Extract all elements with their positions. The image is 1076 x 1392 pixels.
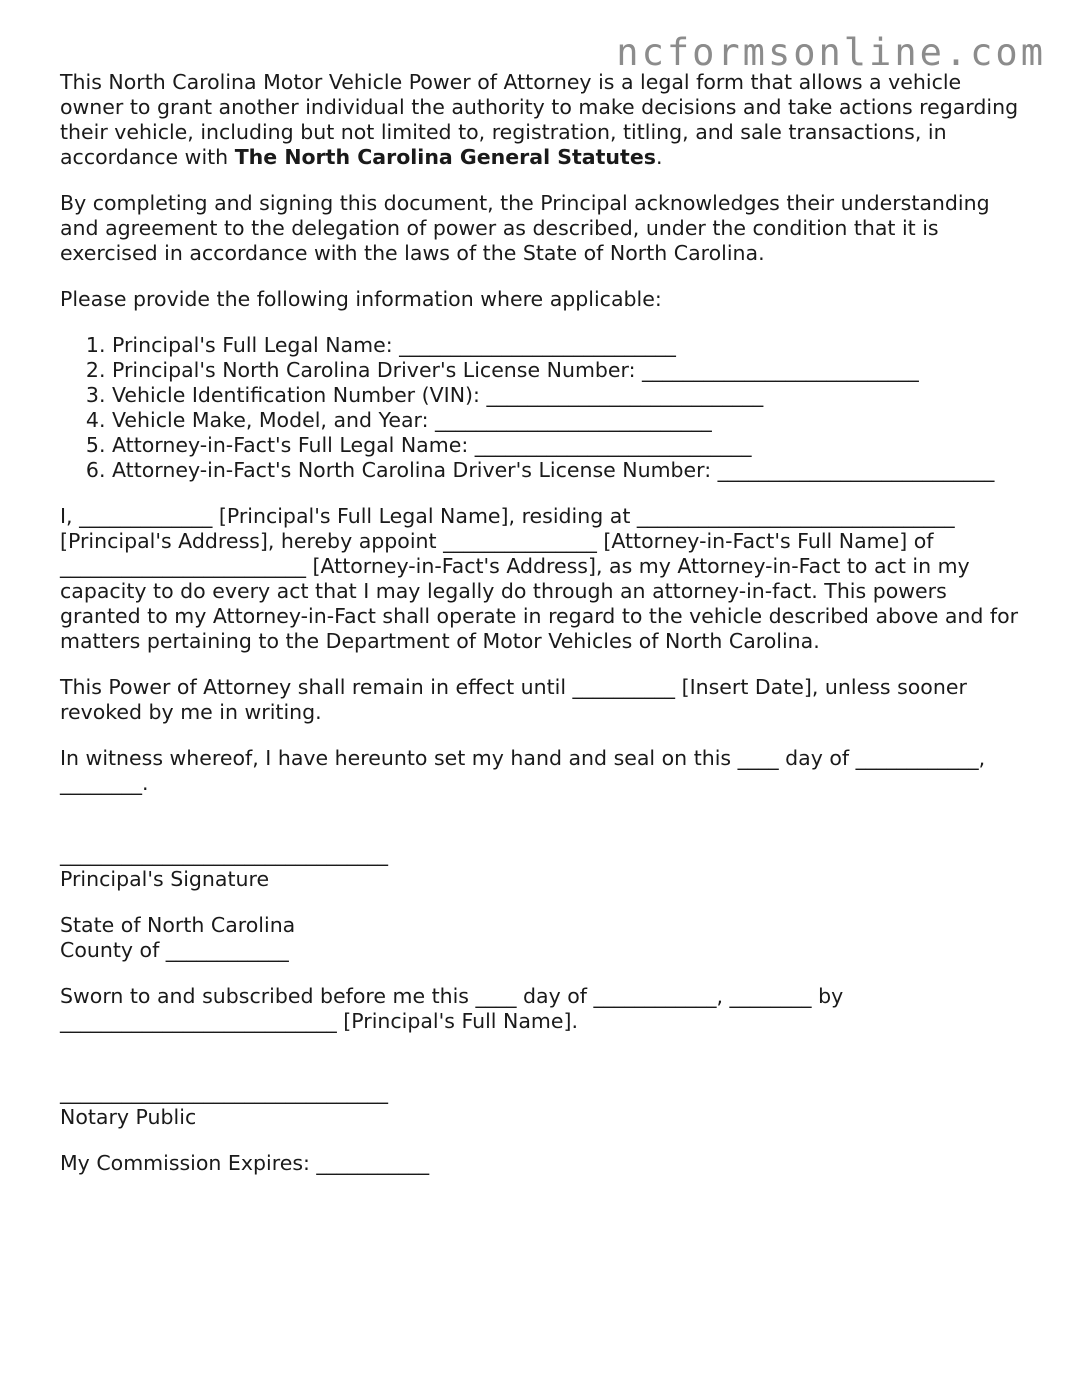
- principal-signature-label: Principal's Signature: [60, 867, 270, 891]
- notary-label: Notary Public: [60, 1105, 197, 1129]
- state-line: State of North Carolina: [60, 913, 296, 937]
- instructions-paragraph: Please provide the following information where applicable:: [60, 287, 662, 311]
- intro-end: .: [655, 145, 663, 169]
- field-vin: 3. Vehicle Identification Number (VIN): ___________________________: [112, 383, 1020, 408]
- appointment-paragraph: I, _____________ [Principal's Full Legal Name], residing at _______________________________ [Principal's Address], hereby appoint _______________ [Attorney-in-Fact's Full Name] of ________________________ [Attorney-in-Fact's Address], as my Attorney-in-Fact to act in my capacity to do every act that I may legally do through an attorney-in-fact. This powers granted to my Attorney-in-Fact shall operate in regard to the vehicle described above and for matters pertaining to the Department of Motor Vehicles of North Carolina.: [60, 504, 1019, 653]
- information-fields-list: [60, 333, 1020, 483]
- principal-signature-line: ________________________________: [60, 842, 388, 866]
- sworn-paragraph: Sworn to and subscribed before me this ____ day of ____________, ________ by ___________________________ [Principal's Full Name].: [60, 984, 844, 1033]
- acknowledgement-paragraph: By completing and signing this document, the Principal acknowledges their understanding and agreement to the delegation of power as described, under the condition that it is exercised in accordance with the laws of the State of North Carolina.: [60, 191, 990, 265]
- duration-paragraph: This Power of Attorney shall remain in effect until __________ [Insert Date], unless sooner revoked by me in writing.: [60, 675, 967, 724]
- statutes-reference: The North Carolina General Statutes: [234, 145, 656, 169]
- venue-block: [60, 913, 1020, 963]
- notary-block: [60, 1080, 1020, 1130]
- principal-signature-block: [60, 842, 1020, 892]
- notary-signature-line: ________________________________: [60, 1080, 388, 1104]
- field-principal-license: 2. Principal's North Carolina Driver's License Number: ___________________________: [112, 358, 1020, 383]
- spacer: [60, 1055, 1020, 1080]
- spacer: [60, 817, 1020, 842]
- field-attorney-license: 6. Attorney-in-Fact's North Carolina Driver's License Number: ___________________________: [112, 458, 1020, 483]
- document-body: [60, 70, 1020, 1197]
- intro-paragraph: [60, 70, 1020, 170]
- field-principal-name: 1. Principal's Full Legal Name: ___________________________: [112, 333, 1020, 358]
- field-make-model-year: 4. Vehicle Make, Model, and Year: ___________________________: [112, 408, 1020, 433]
- county-line: County of ____________: [60, 938, 289, 962]
- witness-paragraph: In witness whereof, I have hereunto set my hand and seal on this ____ day of ____________, ________.: [60, 746, 986, 795]
- commission-expires: My Commission Expires: ___________: [60, 1151, 430, 1175]
- intro-text: This North Carolina Motor Vehicle Power of Attorney is a legal form that allows a vehicle owner to grant another individual the authority to make decisions and take actions regarding their vehicle, including but not limited to, registration, titling, and sale transactions, in accordance with: [60, 70, 1019, 169]
- field-attorney-name: 5. Attorney-in-Fact's Full Legal Name: ___________________________: [112, 433, 1020, 458]
- site-watermark: ncformsonline.com: [616, 31, 1046, 74]
